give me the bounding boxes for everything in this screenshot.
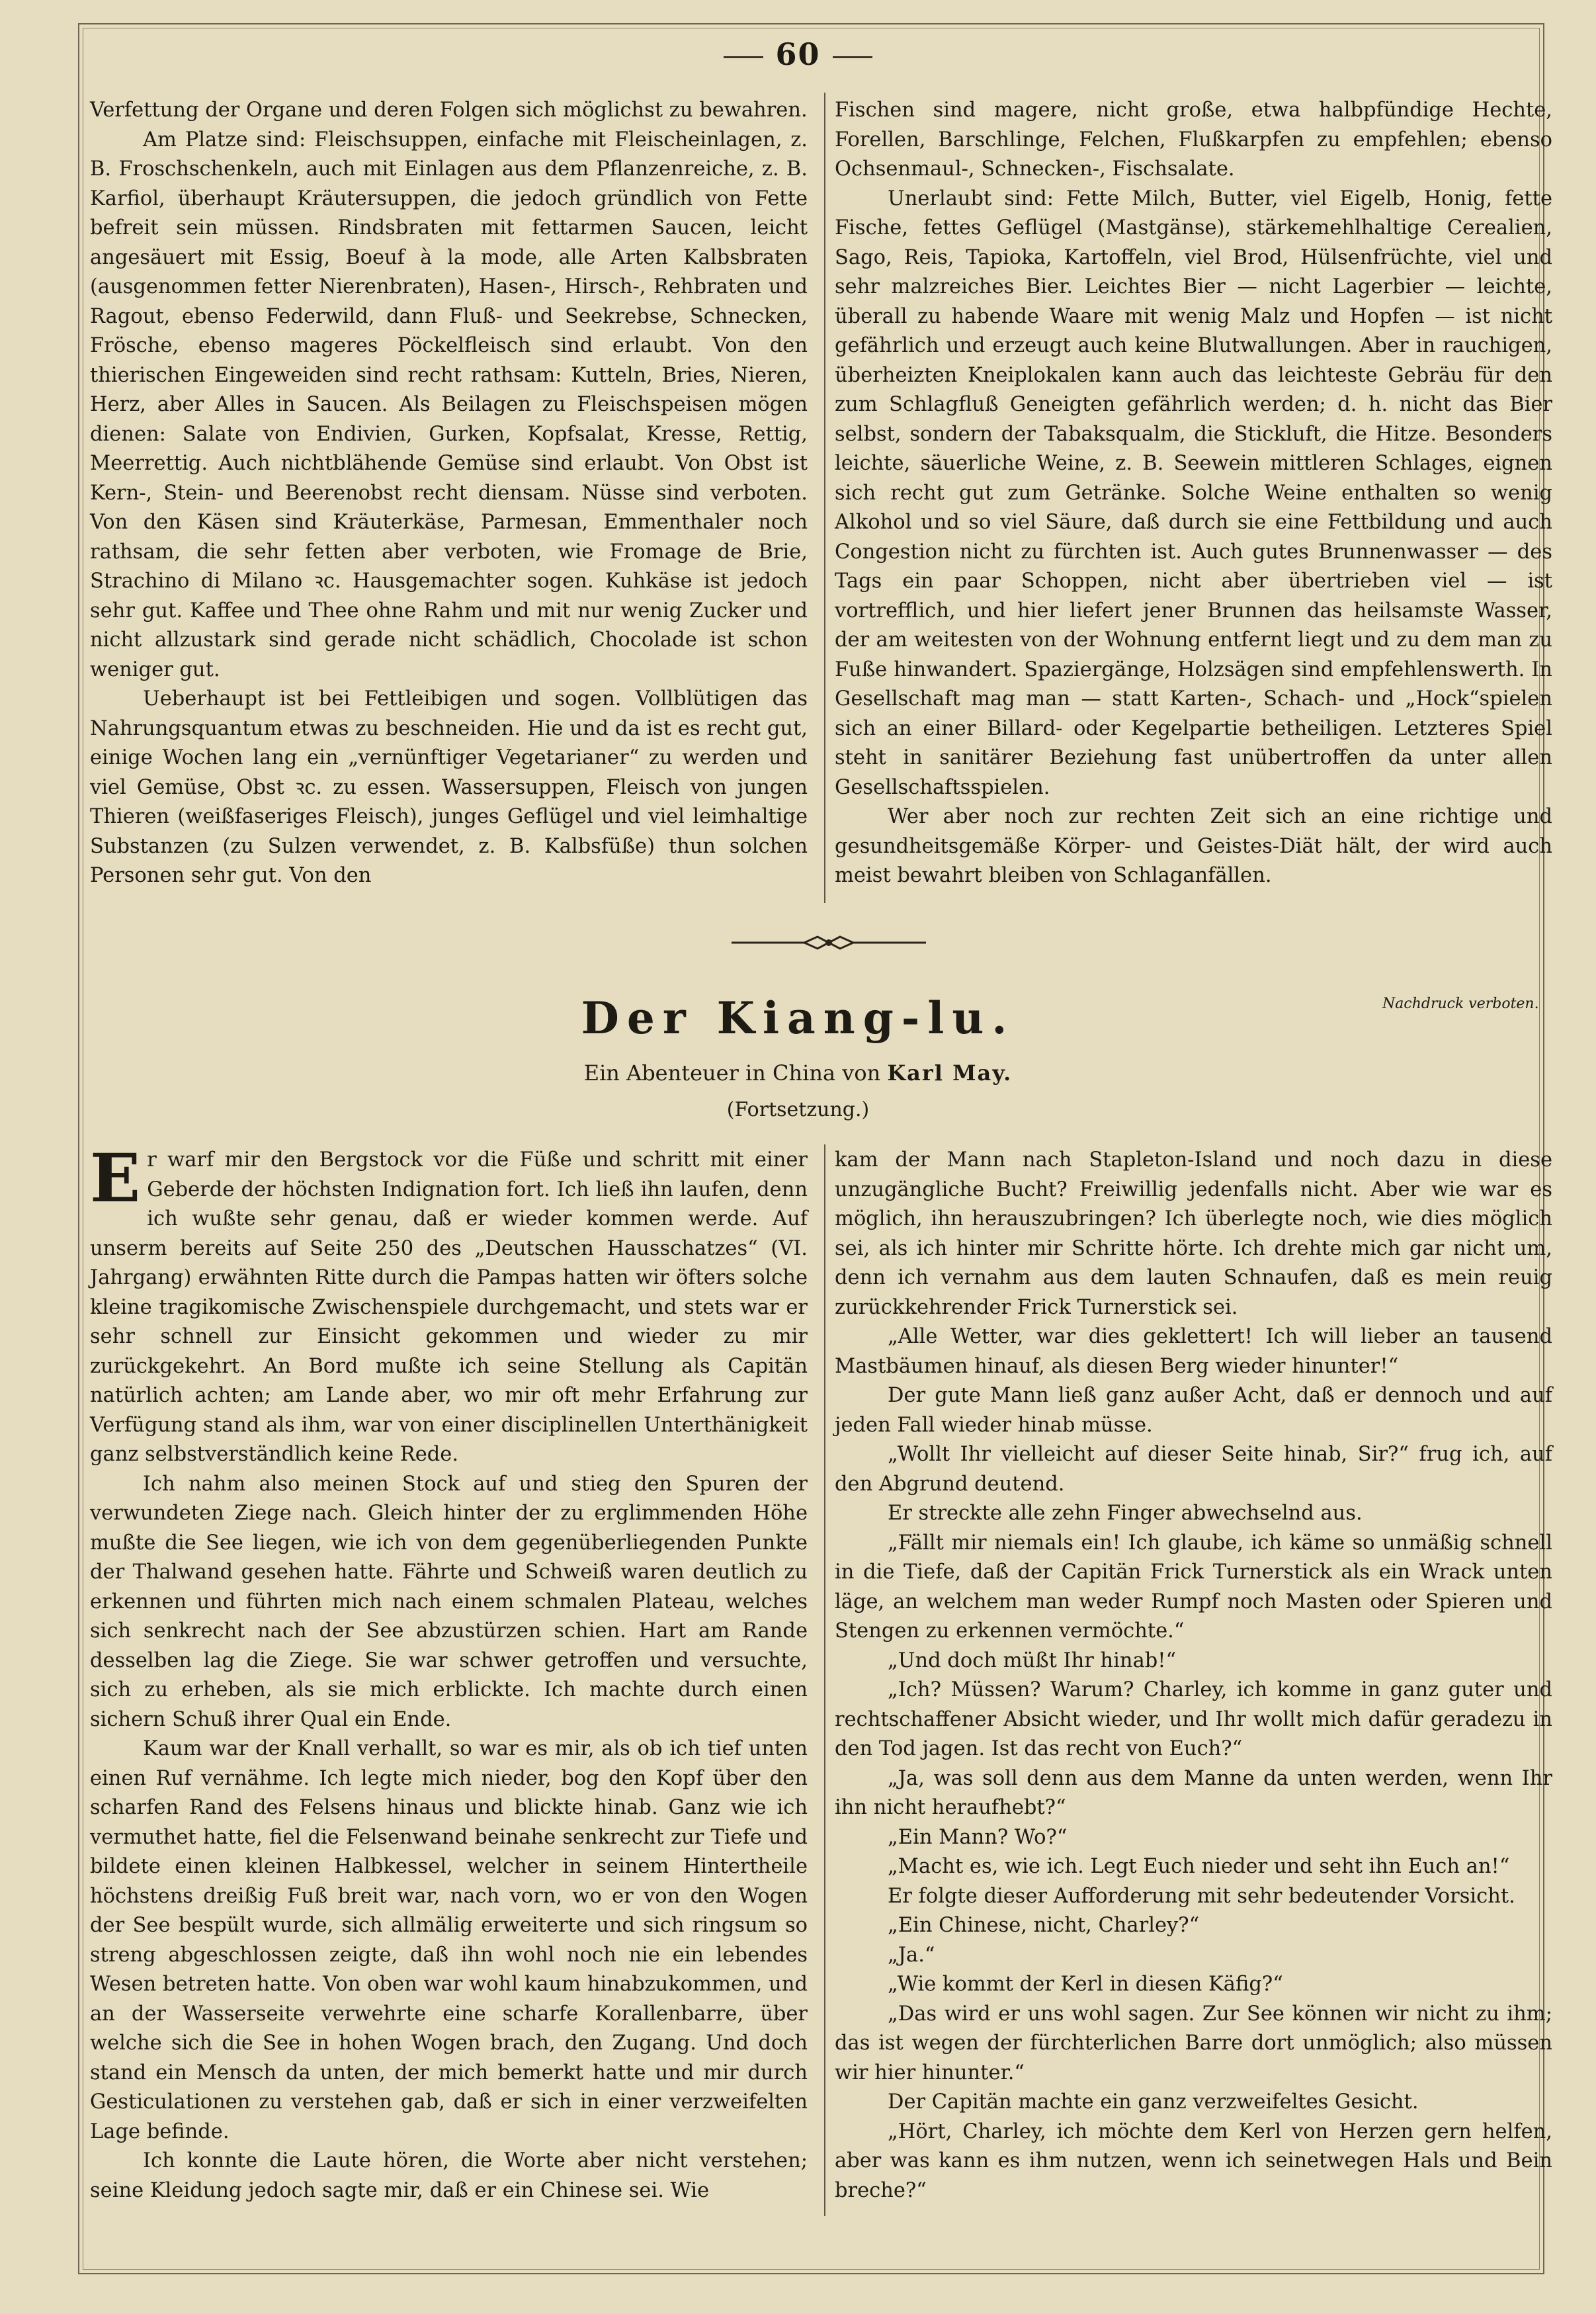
paragraph: „Ja, was soll denn aus dem Manne da unten werden, wenn Ihr ihn nicht heraufhebt?“ [835, 1766, 1552, 1819]
paragraph: Fischen sind magere, nicht große, etwa halbpfündige Hechte, Forellen, Barschlinge, Felchen, Flußkarpfen zu empfehlen; ebenso Ochsenmaul-, Schnecken-, Fischsalate. [835, 99, 1552, 181]
paragraph: „Hört, Charley, ich möchte dem Kerl von Herzen gern helfen, aber was kann es ihm nutzen, wenn ich seinetwegen Hals und Bein breche?“ [835, 2120, 1552, 2202]
paragraph: „Das wird er uns wohl sagen. Zur See können wir nicht zu ihm; das ist wegen der fürchterlichen Barre dort unmöglich; also müssen wir hier hinunter.“ [835, 2002, 1552, 2084]
paragraph: Ich nahm also meinen Stock auf und stieg den Spuren der verwundeten Ziege nach. Gleich hinter der zu erglimmenden Höhe mußte die See liegen, wie ich von dem gegenüberliegenden Punkte der Thalwand gesehen hatte. Fährte und Schweiß waren deutlich zu erkennen und führten mich nach einem schmalen Plateau, welches sich senkrecht nach der See abzustürzen schien. Hart am Rande desselben lag die Ziege. Sie war schwer getroffen und versuchte, sich zu erheben, als sie mich erblickte. Ich machte durch einen sichern Schuß ihrer Qual ein Ende. [90, 1472, 808, 1731]
paragraph: Verfettung der Organe und deren Folgen sich möglichst zu bewahren. [90, 99, 808, 122]
author-name: Karl May. [887, 1060, 1013, 1086]
paragraph: Am Platze sind: Fleischsuppen, einfache mit Fleischeinlagen, z. B. Froschschenkeln, auch mit Einlagen aus dem Pflanzenreiche, z. B. Karfiol, überhaupt Kräutersuppen, die jedoch gründlich von Fette befreit sein müssen. Rindsbraten mit fettarmen Saucen, leicht angesäuert mit Essig, Boeuf à la mode, alle Arten Kalbsbraten (ausgenommen fetter Nierenbraten), Hasen-, Hirsch-, Rehbraten und Ragout, ebenso Federwild, dann Fluß- und Seekrebse, Schnecken, Frösche, ebenso mageres Pöckelfleisch sind erlaubt. Von den thierischen Eingeweiden sind recht rathsam: Kutteln, Bries, Nieren, Herz, aber Alles in Saucen. Als Beilagen zu Fleischspeisen mögen dienen: Salate von Endivien, Gurken, Kopfsalat, Kresse, Rettig, Meerrettig. Auch nichtblähende Gemüse sind erlaubt. Von Obst ist Kern-, Stein- und Beerenobst recht diensam. Nüsse sind verboten. Von den Käsen sind Kräuterkäse, Parmesan, Emmenthaler noch rathsam, die sehr fetten aber verboten, wie Fromage de Brie, Strachino di Milano ꝛc. Hausgemachter sogen. Kuhkäse ist jedoch sehr gut. Kaffee und Thee ohne Rahm und mit nur wenig Zucker und nicht allzustark sind gerade nicht schädlich, Chocolade ist schon weniger gut. [90, 128, 808, 681]
reprint-notice: Nachdruck verboten. [1382, 996, 1539, 1012]
column-divider-top [824, 93, 825, 903]
paragraph: Der Capitän machte ein ganz verzweifeltes Gesicht. [888, 2090, 1419, 2114]
paragraph: Ich konnte die Laute hören, die Worte aber nicht verstehen; seine Kleidung jedoch sagte mir, daß er ein Chinese sei. Wie [90, 2149, 808, 2202]
paragraph: „Ja.“ [888, 1943, 935, 1967]
paragraph: „Und doch müßt Ihr hinab!“ [888, 1649, 1177, 1672]
story-title: Der Kiang-lu. [581, 992, 1015, 1044]
paragraph-text: r warf mir den Bergstock vor die Füße und schritt mit einer Geberde der höchsten Indignation fort. Ich ließ ihn laufen, denn ich wußte sehr genau, daß er wieder kommen werde. Auf unserm bereits auf Seite 250 des „Deutschen Hausschatzes“ (VI. Jahrgang) erwähnten Ritte durch die Pampas hatten wir öfters solche kleine tragikomische Zwischenspiele durchgemacht, und stets war er sehr schnell zur Einsicht gekommen und wieder zu mir zurückgekehrt. An Bord mußte ich seine Stellung als Capitän natürlich achten; am Lande aber, wo mir oft mehr Erfahrung zur Verfügung stand als ihm, war von einer disciplinellen Unterthänigkeit ganz selbstverständlich keine Rede. [90, 1148, 808, 1466]
paragraph: „Ein Chinese, nicht, Charley?“ [888, 1914, 1200, 1937]
drop-cap: E [90, 1139, 141, 1217]
paragraph: kam der Mann nach Stapleton-Island und noch dazu in diese unzugängliche Bucht? Freiwillig jedenfalls nicht. Aber wie war es möglich, ihn herauszubringen? Ich überlegte noch, wie dies möglich sei, als ich hinter mir Schritte hörte. Ich drehte mich gar nicht um, denn ich vernahm aus dem lauten Schnaufen, daß es mein reuig zurückkehrender Frick Turnerstick sei. [835, 1148, 1552, 1319]
section-divider-ornament [732, 933, 926, 953]
article-column-top-left [90, 96, 808, 903]
paragraph: Der gute Mann ließ ganz außer Acht, daß er dennoch und auf jeden Fall wieder hinab müsse. [835, 1384, 1552, 1437]
paragraph [90, 1139, 808, 1470]
paragraph: „Fällt mir niemals ein! Ich glaube, ich käme so unmäßig schnell in die Tiefe, daß der Capitän Frick Turnerstick als ein Wrack unten läge, an welchem man weder Rumpf noch Masten oder Spieren und Stengen zu erkennen vermöchte.“ [835, 1531, 1552, 1643]
story-subtitle [0, 1060, 1596, 1086]
paragraph: Ueberhaupt ist bei Fettleibigen und sogen. Vollblütigen das Nahrungsquantum etwas zu beschneiden. Hie und da ist es recht gut, einige Wochen lang ein „vernünftiger Vegetarianer“ zu werden und viel Gemüse, Obst ꝛc. zu essen. Wassersuppen, Fleisch von jungen Thieren (weißfaseriges Fleisch), junges Geflügel und viel leimhaltige Substanzen (zu Sulzen verwendet, z. B. Kalbsfüße) thun solchen Personen sehr gut. Von den [90, 687, 808, 887]
continuation-note: (Fortsetzung.) [726, 1098, 870, 1121]
story-column-bottom-right [835, 1146, 1552, 2217]
paragraph: Er streckte alle zehn Finger abwechselnd aus. [888, 1502, 1363, 1525]
paragraph: „Alle Wetter, war dies geklettert! Ich will lieber an tausend Mastbäumen hinauf, als diesen Berg wieder hinunter!“ [835, 1325, 1552, 1378]
paragraph: Unerlaubt sind: Fette Milch, Butter, viel Eigelb, Honig, fette Fische, fettes Geflügel (Mastgänse), stärkemehlhaltige Cerealien, Sago, Reis, Tapioka, Kartoffeln, viel Brod, Hülsenfrüchte, viel und sehr malzreiches Bier. Leichtes Bier — nicht Lagerbier — leichte, überall zu habende Waare mit wenig Malz und Hopfen — ist nicht gefährlich und erzeugt auch keine Blutwallungen. Aber in rauchigen, überheizten Kneiplokalen kann auch das leichteste Gebräu für den zum Schlagfluß Geneigten gefährlich werden; d. h. nicht das Bier selbst, sondern der Tabaksqualm, die Stickluft, die Hitze. Besonders leichte, säuerliche Weine, z. B. Seewein mittleren Schlages, eignen sich recht gut zum Getränke. Solche Weine enthalten so wenig Alkohol und so viel Säure, daß durch sie eine Fettbildung und auch Congestion nicht zu fürchten ist. Auch gutes Brunnenwasser — des Tags ein paar Schoppen, nicht aber übertrieben viel — ist vortrefflich, und hier liefert jener Brunnen das heilsamste Wasser, der am weitesten von der Wohnung entfernt liegt und zu dem man zu Fuße hinwandert. Spaziergänge, Holzsägen sind empfehlenswerth. In Gesellschaft mag man — statt Karten-, Schach- und „Hock“spielen sich an einer Billard- oder Kegelpartie betheiligen. Letzteres Spiel steht in sanitärer Beziehung fast unübertroffen da unter allen Gesellschaftsspielen. [835, 187, 1552, 799]
paragraph: „Wollt Ihr vielleicht auf dieser Seite hinab, Sir?“ frug ich, auf den Abgrund deutend. [835, 1443, 1552, 1496]
paragraph: „Ein Mann? Wo?“ [888, 1825, 1068, 1849]
subtitle-prefix: Ein Abenteuer in China von [583, 1060, 881, 1086]
paragraph: „Macht es, wie ich. Legt Euch nieder und seht ihn Euch an!“ [888, 1855, 1510, 1878]
paragraph: „Ich? Müssen? Warum? Charley, ich komme in ganz guter und rechtschaffener Absicht wieder, und Ihr wollt mich dafür geradezu in den Tod jagen. Ist das recht von Euch?“ [835, 1678, 1552, 1760]
page-number-dash-left [724, 56, 763, 58]
paragraph: „Wie kommt der Kerl in diesen Käfig?“ [888, 1973, 1283, 1996]
paragraph: Er folgte dieser Aufforderung mit sehr bedeutender Vorsicht. [888, 1884, 1515, 1908]
page-number [0, 36, 1596, 72]
column-divider-bottom [824, 1144, 825, 2216]
paragraph: Kaum war der Knall verhallt, so war es mir, als ob ich tief unten einen Ruf vernähme. Ich legte mich nieder, bog den Kopf über den scharfen Rand des Felsens hinaus und blickte hinab. Ganz wie ich vermuthet hatte, fiel die Felsenwand beinahe senkrecht zur Tiefe und bildete einen kleinen Halbkessel, welcher in seinem Hintertheile höchstens dreißig Fuß breit war, nach vorn, wo er von den Wogen der See bespült wurde, sich allmälig erweiterte und sich ringsum so streng abgeschlossen zeigte, daß ihn wohl noch nie ein lebendes Wesen betreten hatte. Von oben war wohl kaum hinabzukommen, und an der Wasserseite verwehrte eine scharfe Korallenbarre, über welche sich die See in hohen Wogen brach, den Zugang. Und doch stand ein Mensch da unten, der mich bemerkt hatte und mir durch Gesticulationen zu verstehen gab, daß er sich in einer verzweifelten Lage befinde. [90, 1737, 808, 2143]
article-column-top-right [835, 96, 1552, 903]
page-number-dash-right [833, 56, 872, 58]
paragraph: Wer aber noch zur rechten Zeit sich an eine richtige und gesundheitsgemäße Körper- und Geistes-Diät hält, der wird auch meist bewahrt bleiben von Schlaganfällen. [835, 805, 1552, 887]
page-number-text: 60 [775, 36, 821, 72]
story-column-bottom-left [90, 1139, 808, 2217]
